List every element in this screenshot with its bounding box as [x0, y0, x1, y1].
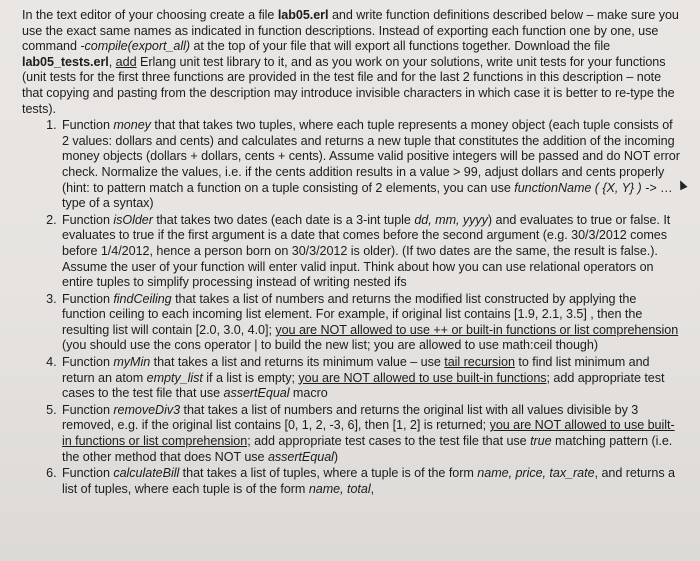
- text-run: that takes two dates (each date is a 3-int tuple: [152, 212, 415, 227]
- text-run: and write function definitions described below – make sure you use the exact same names as indicated in function descriptions. Instead of exporting each function one by one, use command: [22, 8, 679, 54]
- text-run: … type of a syntax): [62, 180, 673, 211]
- text-run: , and returns a list of tuples, where each tuple is of the form: [62, 466, 676, 496]
- bold-text: lab05.erl: [277, 8, 329, 22]
- text-run: macro: [289, 386, 328, 401]
- underlined-text: tail recursion: [444, 355, 515, 370]
- underlined-text: you are NOT allowed to use built-in functions;: [298, 370, 550, 385]
- text-run: that that takes two tuples, where each tuple represents a money object (each tuple consists of 2 values: dollars and cents) and calculates and returns a new tuple that constitutes the addition of the incoming money objects (dollars + dollars, cents + cents). Assume valid positive integers will be passed and do NOT error check. Normalize the values, i.e. if the cents addition results in a value > 99, adjust dollars and cents properly (hint: to pattern match a function on a tuple consisting of 2 elements, you can use: [62, 118, 680, 195]
- italic-text: name, total: [308, 481, 371, 496]
- list-item: [60, 292, 682, 354]
- italic-text: calculateBill: [113, 466, 180, 481]
- italic-text: name, price, tax_rate: [477, 466, 595, 481]
- underlined-text: you are NOT allowed to use ++ or built-in functions or list comprehension: [275, 322, 679, 337]
- italic-text: dd, mm, yyyy: [414, 212, 488, 227]
- underlined-text: you are NOT allowed to use built-in functions or list comprehension;: [62, 418, 675, 449]
- text-run: ): [333, 449, 339, 464]
- text-run: Erlang unit test library to it, and as you work on your solutions, write unit tests for your functions (unit tests for the first three functions are provided in the test file and for the last 2 functions in this description – note that copying and pasting from the description may introduce invisible characters in which case it is better to re-type the tests).: [22, 54, 675, 116]
- text-run: that takes a list of numbers and returns the modified list constructed by applying the function ceiling to each incoming list element. For example, if original list contains [1.9, 2.1, 3.5] , then the resulting list will contain [2.0, 3.0, 4.0];: [62, 291, 643, 337]
- list-item: [60, 466, 682, 497]
- bold-text: lab05_tests.erl: [22, 54, 109, 69]
- text-run: (you should use the cons operator | to build the new list; you are allowed to use math:ceil though): [62, 338, 598, 353]
- italic-text: functionName ( {X, Y} ) ->: [514, 180, 657, 195]
- text-run: Function: [62, 212, 114, 227]
- function-list: [22, 118, 682, 497]
- text-run: to find list minimum and return an atom: [62, 355, 650, 385]
- text-run: Function: [62, 466, 114, 481]
- text-run: add appropriate test cases to the test file that use: [250, 434, 531, 449]
- italic-text: myMin: [113, 355, 151, 370]
- italic-text: assertEqual: [223, 386, 290, 401]
- text-run: Function: [62, 355, 114, 370]
- text-run: In the text editor of your choosing create a file: [22, 8, 278, 22]
- text-run: that takes a list of numbers and returns the original list with all values divisible by 3 removed, e.g. if the original list contains [0, 1, 2, -3, 6], then [1, 2] is returned;: [62, 402, 639, 433]
- list-item: [60, 403, 682, 465]
- text-run: ,: [108, 54, 116, 69]
- text-run: Function: [62, 291, 114, 306]
- text-run: matching pattern (i.e. the other method that does NOT use: [62, 434, 673, 464]
- italic-text: findCeiling: [113, 291, 172, 306]
- text-run: that takes a list of tuples, where a tuple is of the form: [179, 466, 478, 481]
- text-run: ) and evaluates to true or false. It evaluates to true if the first argument is a date that comes before the second argument (e.g. 30/3/2012 comes before 1/4/2012, hence a person born on 30/3/2012 is older). (If two dates are the same, the result is false.). Assume the user of your function will enter valid input. Think about how you can use relational operators on entire tuples to simplify processing instead of writing nested ifs: [62, 212, 671, 290]
- list-item: [60, 355, 682, 402]
- text-run: ,: [370, 481, 375, 496]
- text-run: Function: [62, 402, 114, 417]
- italic-text: isOlder: [113, 212, 153, 227]
- list-item: [60, 118, 682, 212]
- italic-text: true: [530, 434, 552, 449]
- text-run: Function: [62, 118, 114, 133]
- text-run: add appropriate test cases to the test file that use: [62, 370, 665, 401]
- italic-text: removeDiv3: [113, 402, 181, 417]
- italic-text: assertEqual: [267, 449, 334, 464]
- italic-text: empty_list: [146, 370, 203, 385]
- list-item: [60, 213, 682, 291]
- intro-paragraph: [22, 8, 682, 117]
- text-run: at the top of your file that will export all functions together. Download the file: [190, 39, 611, 54]
- text-run: that takes a list and returns its minimum value – use: [150, 355, 445, 370]
- italic-text: -compile(export_all): [80, 39, 190, 54]
- text-run: if a list is empty;: [202, 370, 299, 385]
- underlined-text: add: [115, 54, 137, 69]
- italic-text: money: [113, 118, 151, 133]
